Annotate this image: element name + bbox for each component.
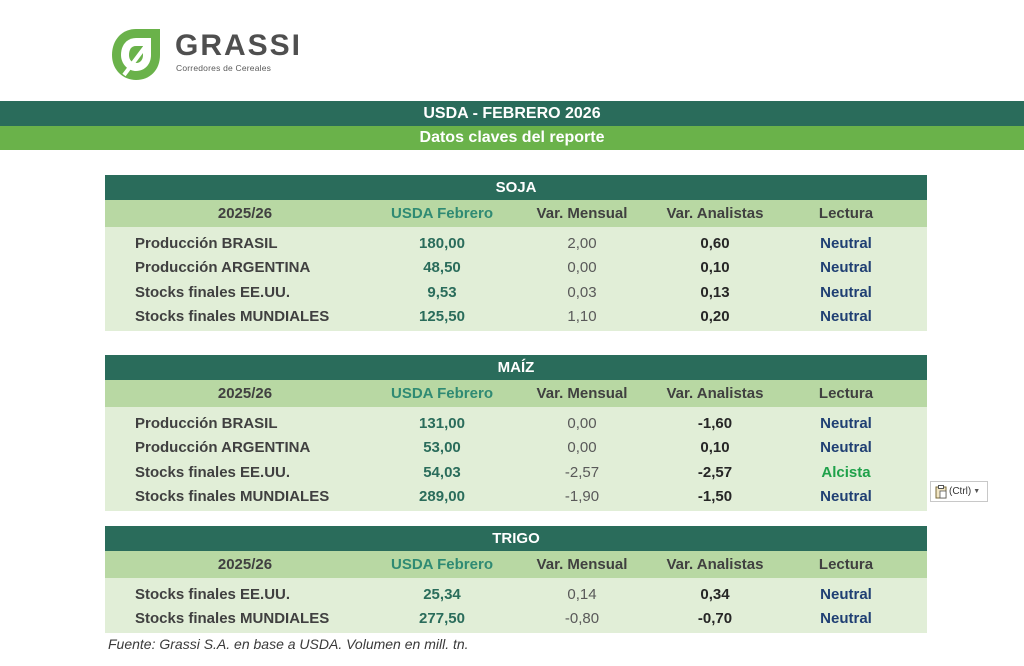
table-row (105, 231, 927, 256)
table-body (105, 407, 927, 511)
table-row (105, 411, 927, 436)
column-header-var-analistas: Var. Analistas (666, 556, 764, 573)
soja-table (105, 175, 927, 331)
paste-options-button[interactable] (930, 481, 988, 502)
var-analistas-value: 0,34 (700, 585, 730, 603)
usda-value: 48,50 (423, 259, 461, 277)
trigo-table (105, 526, 927, 633)
table-row (105, 305, 927, 330)
chevron-down-icon: ▼ (973, 488, 981, 495)
table-row (105, 436, 927, 461)
var-mensual-value: -2,57 (564, 463, 600, 481)
column-header-var-analistas: Var. Analistas (666, 385, 764, 402)
maiz-table (105, 355, 927, 511)
row-label: Producción ARGENTINA (135, 259, 311, 277)
var-analistas-value: 0,10 (700, 259, 730, 277)
table-title: SOJA (105, 175, 927, 200)
var-mensual-value: 2,00 (567, 234, 597, 252)
usda-value: 25,34 (423, 585, 461, 603)
lectura-value: Neutral (820, 308, 872, 326)
var-analistas-value: -2,57 (697, 463, 733, 481)
usda-value: 54,03 (423, 463, 461, 481)
var-mensual-value: -1,90 (564, 488, 600, 506)
row-label: Stocks finales EE.UU. (135, 283, 291, 301)
row-label: Stocks finales EE.UU. (135, 585, 291, 603)
var-analistas-value: -1,60 (697, 414, 733, 432)
var-analistas-value: 0,60 (700, 234, 730, 252)
table-row (105, 485, 927, 510)
lectura-value: Neutral (820, 610, 872, 628)
report-title: USDA - FEBRERO 2026 (0, 101, 1024, 126)
lectura-value: Neutral (820, 439, 872, 457)
column-header-usda: USDA Febrero (391, 556, 493, 573)
column-header-period: 2025/26 (217, 205, 273, 222)
lectura-value: Neutral (820, 488, 872, 506)
usda-value: 125,50 (419, 308, 465, 326)
row-label: Stocks finales MUNDIALES (135, 610, 330, 628)
usda-value: 53,00 (423, 439, 461, 457)
var-mensual-value: 0,14 (567, 585, 597, 603)
column-header-var-analistas: Var. Analistas (666, 205, 764, 222)
row-label: Producción BRASIL (135, 234, 278, 252)
var-analistas-value: 0,10 (700, 439, 730, 457)
clipboard-icon (935, 485, 947, 499)
var-analistas-value: -1,50 (697, 488, 733, 506)
column-header-period: 2025/26 (217, 385, 273, 402)
table-row (105, 607, 927, 632)
column-header-var-mensual: Var. Mensual (536, 556, 628, 573)
table-header-row (105, 200, 927, 227)
lectura-value: Neutral (820, 283, 872, 301)
column-header-var-mensual: Var. Mensual (536, 385, 628, 402)
table-row (105, 460, 927, 485)
table-row (105, 256, 927, 281)
table-header-row (105, 380, 927, 407)
usda-value: 180,00 (419, 234, 465, 252)
usda-value: 277,50 (419, 610, 465, 628)
column-header-lectura: Lectura (818, 556, 874, 573)
report-subtitle: Datos claves del reporte (0, 126, 1024, 150)
leaf-logo-icon (108, 25, 164, 83)
column-header-period: 2025/26 (217, 556, 273, 573)
row-label: Producción ARGENTINA (135, 439, 311, 457)
lectura-value: Alcista (821, 463, 871, 481)
var-analistas-value: -0,70 (697, 610, 733, 628)
company-logo (108, 25, 308, 85)
table-row (105, 280, 927, 305)
var-mensual-value: 1,10 (567, 308, 597, 326)
logo-name: GRASSI (175, 29, 303, 62)
lectura-value: Neutral (820, 259, 872, 277)
column-header-usda: USDA Febrero (391, 205, 493, 222)
lectura-value: Neutral (820, 414, 872, 432)
var-analistas-value: 0,13 (700, 283, 730, 301)
column-header-usda: USDA Febrero (391, 385, 493, 402)
row-label: Stocks finales EE.UU. (135, 463, 291, 481)
row-label: Producción BRASIL (135, 414, 278, 432)
column-header-var-mensual: Var. Mensual (536, 205, 628, 222)
table-row (105, 582, 927, 607)
usda-value: 131,00 (419, 414, 465, 432)
var-mensual-value: 0,00 (567, 259, 597, 277)
column-header-lectura: Lectura (818, 385, 874, 402)
row-label: Stocks finales MUNDIALES (135, 308, 330, 326)
logo-tagline: Corredores de Cereales (176, 63, 272, 73)
table-body (105, 227, 927, 331)
var-analistas-value: 0,20 (700, 308, 730, 326)
usda-value: 9,53 (427, 283, 457, 301)
table-title: MAÍZ (105, 355, 927, 380)
var-mensual-value: 0,00 (567, 439, 597, 457)
paste-options-label: (Ctrl) (949, 486, 972, 497)
table-header-row (105, 551, 927, 578)
usda-value: 289,00 (419, 488, 465, 506)
table-body (105, 578, 927, 633)
var-mensual-value: 0,03 (567, 283, 597, 301)
row-label: Stocks finales MUNDIALES (135, 488, 330, 506)
lectura-value: Neutral (820, 234, 872, 252)
table-title: TRIGO (105, 526, 927, 551)
source-note: Fuente: Grassi S.A. en base a USDA. Volumen en mill. tn. (108, 636, 469, 652)
lectura-value: Neutral (820, 585, 872, 603)
column-header-lectura: Lectura (818, 205, 874, 222)
var-mensual-value: -0,80 (564, 610, 600, 628)
var-mensual-value: 0,00 (567, 414, 597, 432)
